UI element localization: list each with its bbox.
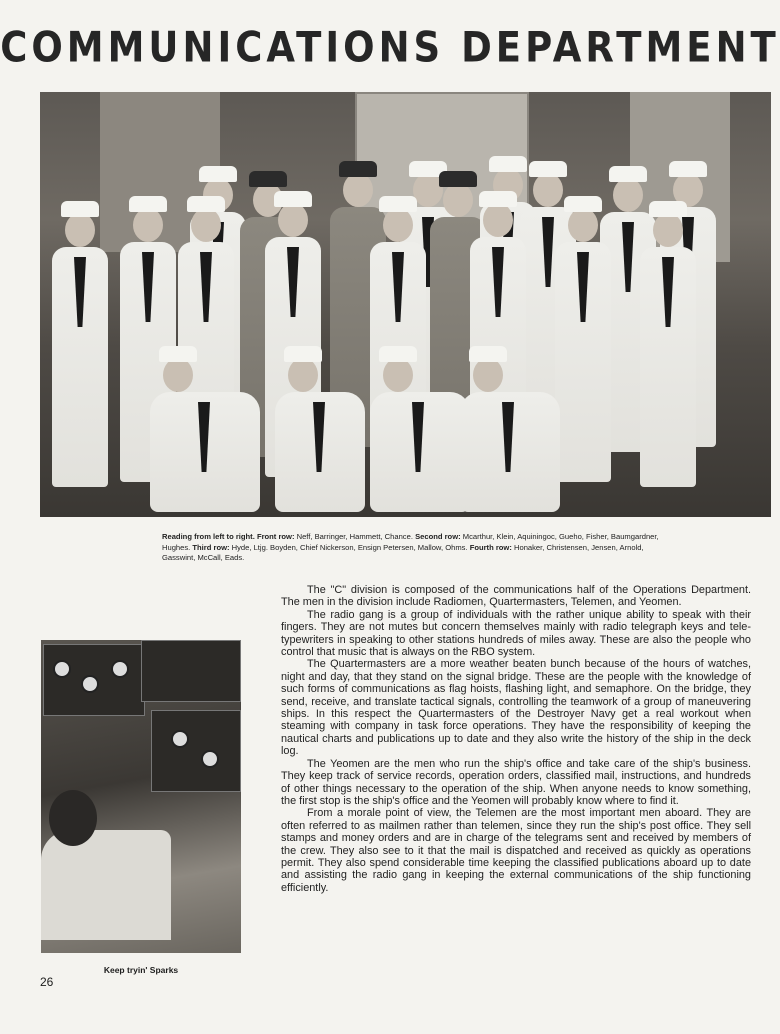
caption-fourth-names: Honaker, Christensen, Jensen, Arnold, Gasswint, McCall, Eads. [162,542,644,562]
group-photo-caption [162,532,662,564]
sailor-figure [460,392,560,512]
caption-front-label: Front row: [256,532,295,541]
sailor-figure [370,392,470,512]
radio-room-photo [41,640,241,953]
caption-third-names: Hyde, Ltjg. Boyden, Chief Nickerson, Ensign Petersen, Mallow, Ohms. [229,542,470,552]
article-paragraph: The radio gang is a group of individuals with the rather unique ability to speak with their fingers. They are not mutes but concern themselves mainly with radio telegraph keys and tele-typewriters in speaking to other stations hundreds of miles away. These are also the people who control that music that is always on the RBO system. [281,608,751,659]
radio-dial [171,730,189,748]
sailor-figure [555,242,611,482]
caption-intro: Reading from left to right. [162,532,255,541]
article-paragraph: The "C" division is composed of the communications half of the Operations Department. The men in the division include Radiomen, Quartermasters, Telemen, and Yeomen. [281,584,751,609]
page-number: 26 [40,975,54,989]
radio-dial [53,660,71,678]
sailor-figure [640,247,696,487]
radio-panel [141,640,241,702]
radio-photo-caption: Keep tryin' Sparks [103,965,179,975]
radio-panel [151,710,241,792]
radioman-figure [41,830,171,940]
radio-dial [201,750,219,768]
radio-dial [81,675,99,693]
article-paragraph: The Yeomen are the men who run the ship's office and take care of the ship's business. They keep track of service records, operation orders, classified mail, instructions, and hundreds of other things necessary to the operation of the ship. When anyone needs to know something, the first stop is the ship's office and the Yeomen will probably know where to find it. [281,757,751,807]
page-title: COMMUNICATIONS DEPARTMENT [0,23,780,72]
caption-third-label: Third row: [192,542,230,552]
radio-dial [111,660,129,678]
article-paragraph: The Quartermasters are a more weather beaten bunch because of the hours of watches, night and day, that they stand on the signal bridge. These are the people with the knowledge of such forms of communications as flag hoists, flashing light, and semaphore. On the bridge, they send, receive, and translate tactical signals, controlling the teamwork of a group of maneuvering ships. In this respect the Quartermasters of the Destroyer Navy get a real workout when steaming with company in task force operations. They have the responsibility of keeping the nautical charts and publications up to date and they also write the history of the ship in the deck log. [281,658,751,758]
radioman-head [49,790,97,846]
sailor-figure [52,247,108,487]
caption-front-names: Neff, Barringer, Hammett, Chance. [294,532,416,541]
article-paragraph: From a morale point of view, the Telemen are the most important men aboard. They are often referred to as mailmen rather than telemen, since they run the ship's post office. They sell stamps and money orders and are in charge of the telegrams sent and received by members of the crew. They also see to it that the mail is dispatched and received as quickly as operations permit. They also spend considerable time keeping the classified publications aboard up to date and assisting the radio gang in keeping the external communications of the ship functioning efficiently. [281,807,751,894]
caption-second-names: Mcarthur, Klein, Aquiningoc, Gueho, Fisher, Baumgardner, Hughes. [162,532,659,552]
article-body [281,584,751,894]
sailor-figure [150,392,260,512]
caption-second-label: Second row: [415,532,461,541]
caption-fourth-label: Fourth row: [469,542,512,552]
sailor-figure [275,392,365,512]
group-photo [40,92,771,517]
